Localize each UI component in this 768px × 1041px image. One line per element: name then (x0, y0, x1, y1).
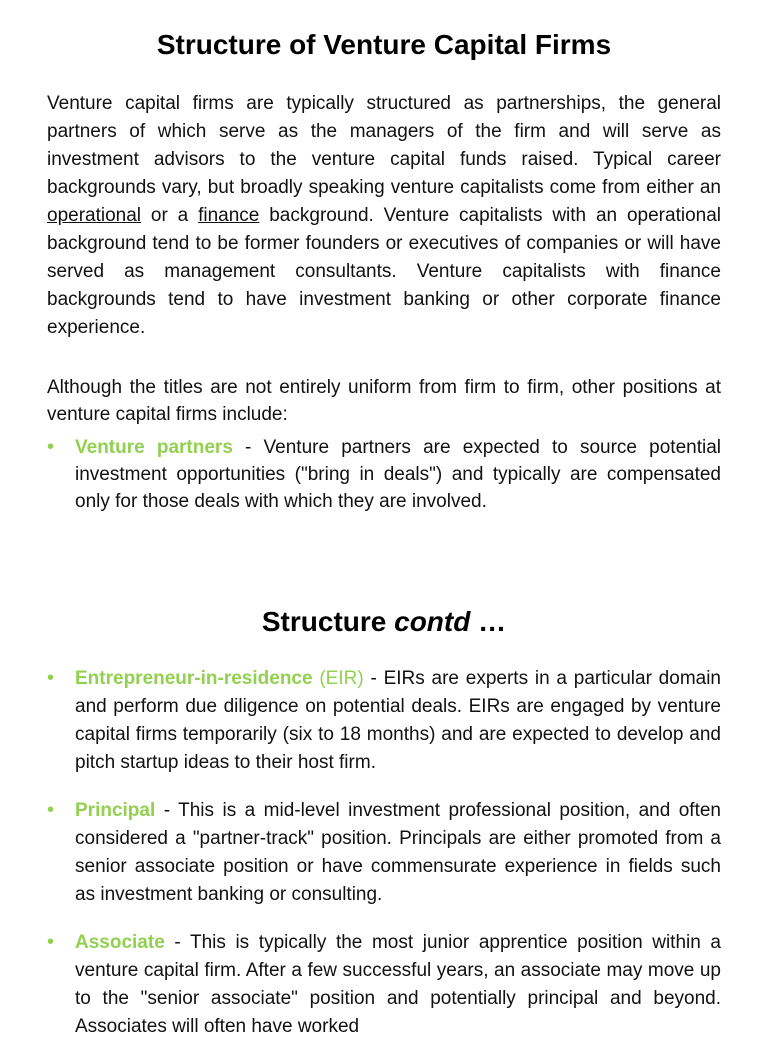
bullet-term-extra: (EIR) (312, 668, 364, 689)
bullet-description: - This is typically the most junior apprentice position within a venture capital firm. After a few successful years, an associate may move up to the "senior associate" position and potentially principal and beyond. Associates will often have worked (75, 932, 721, 1037)
bullet-text (75, 665, 721, 777)
page-title: Structure of Venture Capital Firms (156, 29, 612, 60)
slide-2 (0, 560, 768, 1037)
bullet-term: Entrepreneur-in-residence (75, 668, 313, 689)
intro-text-middle: or a (141, 205, 199, 226)
title-suffix: … (470, 606, 507, 637)
intro-text-before: Venture capital firms are typically structured as partnerships, the general partners of which serve as the managers of the firm and will serve as investment advisors to the venture capital funds raised. Typical career backgrounds vary, but broadly speaking venture capitalists come from either an (47, 93, 721, 198)
bullet-venture-partners (47, 434, 721, 515)
title-italic: contd (394, 606, 471, 637)
bullet-principal (47, 797, 721, 909)
bullet-term: Principal (75, 800, 156, 821)
bullet-dot-icon: • (47, 436, 55, 458)
bullet-associate (47, 929, 721, 1041)
positions-intro-paragraph: Although the titles are not entirely uniform from firm to firm, other positions at venture capital firms include: (47, 377, 721, 425)
bullet-description: - Venture partners are expected to source potential investment opportunities ("bring in deals") and typically are compensated only for those deals with which they are involved. (75, 437, 721, 512)
bullet-dot-icon: • (47, 799, 55, 821)
bullet-description: - This is a mid-level investment professional position, and often considered a "partner-track" position. Principals are either promoted from a senior associate position or have commensurate experience in fields such as investment banking or consulting. (75, 800, 721, 905)
bullet-text (75, 797, 721, 909)
bullet-text (75, 929, 721, 1041)
finance-link-text: finance (198, 205, 260, 226)
title-main: Structure (261, 606, 395, 637)
bullet-description: - EIRs are experts in a particular domain and perform due diligence on potential deals. EIRs are engaged by venture capital firms temporarily (six to 18 months) and are expected to develop and pitch startup ideas to their host firm. (75, 668, 721, 773)
bullet-term: Associate (75, 932, 165, 953)
intro-text-after: background. Venture capitalists with an operational background tend to be former founders or executives of companies or will have served as management consultants. Venture capitalists with finance backgrounds tend to have investment banking or other corporate finance experience. (47, 205, 721, 338)
bullet-term: Venture partners (75, 437, 233, 458)
operational-link-text: operational (47, 205, 142, 226)
bullet-dot-icon: • (47, 667, 55, 689)
bullet-dot-icon: • (47, 931, 55, 953)
bullet-entrepreneur-in-residence (47, 665, 721, 777)
intro-paragraph (47, 90, 721, 342)
slide-2-title (0, 604, 768, 640)
bullet-text (75, 434, 721, 515)
